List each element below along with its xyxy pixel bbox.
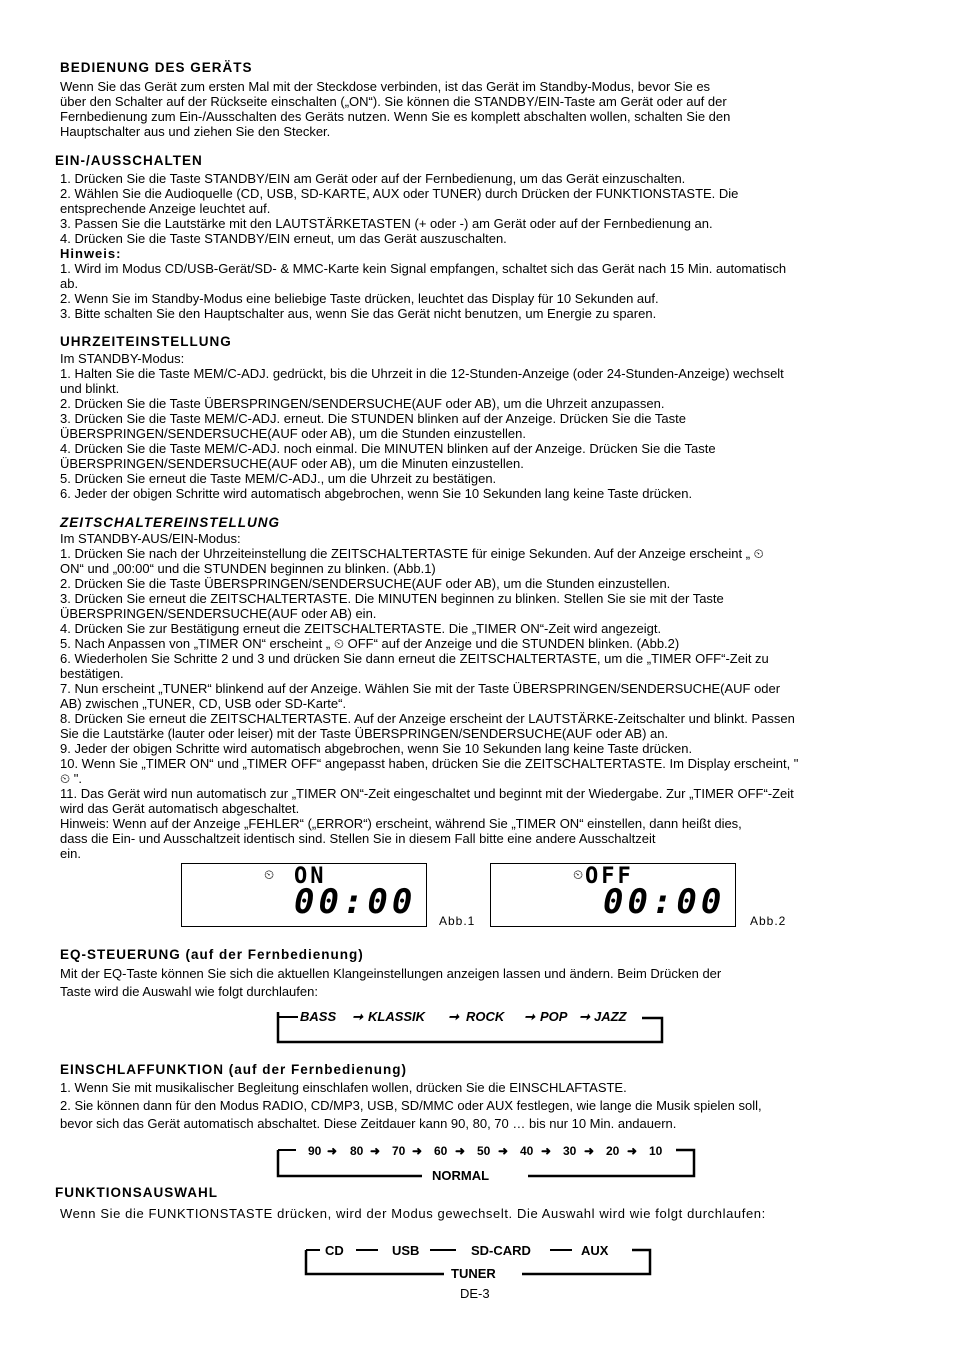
- heading-einschlaffunktion: EINSCHLAFFUNKTION (auf der Fernbedienung): [60, 1062, 407, 1077]
- text-line: 4. Drücken Sie die Taste STANDBY/EIN erneut, um das Gerät auszuschalten.: [60, 231, 507, 246]
- text-line: über den Schalter auf der Rückseite einschalten („ON“). Sie können die STANDBY/EIN-Taste am Gerät oder auf der: [60, 94, 727, 109]
- text-line: Hinweis: Wenn auf der Anzeige „FEHLER“ („ERROR“) erscheint, während Sie „TIMER ON“ einstellen, dann heißt dies,: [60, 816, 742, 831]
- text-line: 7. Nun erscheint „TUNER“ blinkend auf der Anzeige. Wählen Sie mit der Taste ÜBERSPRINGEN/SENDERSUCHE(AUF oder: [60, 681, 781, 696]
- text-line: 2. Sie können dann für den Modus RADIO, CD/MP3, USB, SD/MMC oder AUX festlegen, wie lange die Musik spielen soll,: [60, 1098, 762, 1113]
- lcd-time-text: 00:00: [294, 882, 417, 922]
- function-sdcard: SD-CARD: [471, 1243, 531, 1258]
- text-line: AB) zwischen „TUNER, CD, USB oder SD-Karte“.: [60, 696, 347, 711]
- text-line: bestätigen.: [60, 666, 124, 681]
- text-line: 1. Halten Sie die Taste MEM/C-ADJ. gedrückt, bis die Uhrzeit in die 12-Stunden-Anzeige (oder 24-Stunden-Anzeige) wechselt: [60, 366, 784, 381]
- lcd-top-text: ON: [294, 864, 327, 889]
- lcd-figure-1: [181, 863, 427, 927]
- arrow-glyph: ➜: [370, 1144, 381, 1158]
- section-eq-body: [60, 966, 721, 999]
- lcd-time-text: 00:00: [603, 882, 726, 922]
- section-bedienung-body: [60, 79, 730, 139]
- arrow-glyph: ➜: [327, 1144, 338, 1158]
- function-flow-diagram: [300, 1240, 656, 1284]
- eq-bass: BASS: [300, 1009, 337, 1024]
- text-line: 6. Jeder der obigen Schritte wird automatisch abgebrochen, wenn Sie 10 Sekunden lang keine Taste drücken.: [60, 486, 693, 501]
- arrow-glyph: ➜: [627, 1144, 638, 1158]
- sleep-normal: NORMAL: [432, 1168, 490, 1183]
- text-line: Im STANDBY-AUS/EIN-Modus:: [60, 531, 241, 546]
- text-line: ÜBERSPRINGEN/SENDERSUCHE(AUF oder AB) ein.: [60, 606, 377, 621]
- function-usb: USB: [392, 1243, 420, 1258]
- sleep-70: 70: [392, 1144, 406, 1158]
- text-line: 1. Wird im Modus CD/USB-Gerät/SD- & MMC-Karte kein Signal empfangen, schaltet sich das Gerät nach 15 Min. automatisch: [60, 261, 787, 276]
- text-line: ÜBERSPRINGEN/SENDERSUCHE(AUF oder AB), um die Stunden einzustellen.: [60, 426, 527, 441]
- text-line: 2. Drücken Sie die Taste ÜBERSPRINGEN/SENDERSUCHE(AUF oder AB), um die Stunden einzustellen.: [60, 576, 671, 591]
- text-line: ab.: [60, 276, 79, 291]
- heading-bedienung: BEDIENUNG DES GERÄTS: [60, 60, 253, 75]
- eq-klassik: KLASSIK: [368, 1009, 426, 1024]
- page-number: DE-3: [460, 1286, 490, 1301]
- text-line: Wenn Sie das Gerät zum ersten Mal mit der Steckdose verbinden, ist das Gerät im Standby-Modus, bevor Sie es: [60, 79, 711, 94]
- arrow-glyph: ➞: [352, 1009, 363, 1024]
- text-line: entsprechende Anzeige leuchtet auf.: [60, 201, 271, 216]
- function-aux: AUX: [581, 1243, 609, 1258]
- heading-funktionsauswahl: FUNKTIONSAUSWAHL: [55, 1185, 218, 1200]
- clock-icon: ⏲: [573, 867, 584, 882]
- arrow-glyph: ➜: [455, 1144, 466, 1158]
- text-line: ⏲ ".: [60, 771, 82, 786]
- eq-jazz: JAZZ: [594, 1009, 627, 1024]
- text-line: 5. Drücken Sie erneut die Taste MEM/C-ADJ., um die Uhrzeit zu bestätigen.: [60, 471, 497, 486]
- arrow-glyph: ➜: [541, 1144, 552, 1158]
- heading-uhrzeiteinstellung: UHRZEITEINSTELLUNG: [60, 334, 232, 349]
- arrow-glyph: ➞: [448, 1009, 459, 1024]
- text-line: wird das Gerät automatisch abgeschaltet.: [60, 801, 300, 816]
- arrow-glyph: ➜: [584, 1144, 595, 1158]
- text-line: 2. Wählen Sie die Audioquelle (CD, USB, SD-KARTE, AUX oder TUNER) durch Drücken der FUNKTIONSTASTE. Die: [60, 186, 739, 201]
- text-line: 11. Das Gerät wird nun automatisch zur „TIMER ON“-Zeit eingeschaltet und beginnt mit der Wiedergabe. Zur „TIMER OFF“-Zeit: [60, 786, 794, 801]
- text-line: 3. Passen Sie die Lautstärke mit den LAUTSTÄRKETASTEN (+ oder -) am Gerät oder auf der Fernbedienung an.: [60, 216, 713, 231]
- arrow-glyph: ➞: [524, 1009, 535, 1024]
- text-line: bevor sich das Gerät automatisch abschaltet. Diese Zeitdauer kann 90, 80, 70 … bis nur 10 Min. andauern.: [60, 1116, 677, 1131]
- section-einschlaf-body: [60, 1080, 762, 1131]
- sleep-50: 50: [477, 1144, 491, 1158]
- hinweis-label: Hinweis:: [60, 246, 122, 261]
- text-line: 4. Drücken Sie zur Bestätigung erneut die ZEITSCHALTERTASTE. Die „TIMER ON“-Zeit wird angezeigt.: [60, 621, 662, 636]
- sleep-30: 30: [563, 1144, 577, 1158]
- function-tuner: TUNER: [451, 1266, 496, 1281]
- eq-rock: ROCK: [466, 1009, 505, 1024]
- text-line: Fernbedienung zum Ein-/Ausschalten des Geräts nutzen. Wenn Sie es komplett abschalten wollen, schalten Sie den: [60, 109, 731, 124]
- clock-icon: ⏲: [264, 867, 275, 882]
- text-line: 1. Drücken Sie nach der Uhrzeiteinstellung die ZEITSCHALTERTASTE für einige Sekunden. Auf der Anzeige erscheint „ ⏲: [60, 546, 764, 561]
- sleep-90: 90: [308, 1144, 322, 1158]
- arrow-glyph: ➜: [412, 1144, 423, 1158]
- figure-caption-1: Abb.1: [439, 914, 476, 928]
- text-line: Wenn Sie die FUNKTIONSTASTE drücken, wird der Modus gewechselt. Die Auswahl wird wie folgt durchlaufen:: [60, 1206, 766, 1221]
- lcd-figure-2: [490, 863, 736, 927]
- sleep-flow-diagram: [272, 1140, 702, 1184]
- text-line: und blinkt.: [60, 381, 120, 396]
- sleep-60: 60: [434, 1144, 448, 1158]
- text-line: 2. Drücken Sie die Taste ÜBERSPRINGEN/SENDERSUCHE(AUF oder AB), um die Uhrzeit anzupassen.: [60, 396, 665, 411]
- text-line: Taste wird die Auswahl wie folgt durchlaufen:: [60, 984, 318, 999]
- eq-pop: POP: [540, 1009, 568, 1024]
- text-line: 1. Drücken Sie die Taste STANDBY/EIN am Gerät oder auf der Fernbedienung, um das Gerät einzuschalten.: [60, 171, 686, 186]
- heading-ein-ausschalten: EIN-/AUSSCHALTEN: [55, 153, 203, 168]
- text-line: 5. Nach Anpassen von „TIMER ON“ erscheint „ ⏲ OFF“ auf der Anzeige und die STUNDEN blinken. (Abb.2): [60, 636, 680, 651]
- text-line: 6. Wiederholen Sie Schritte 2 und 3 und drücken Sie dann erneut die ZEITSCHALTERTASTE, um die „TIMER OFF“-Zeit zu: [60, 651, 769, 666]
- sleep-40: 40: [520, 1144, 534, 1158]
- lcd-top-text: OFF: [585, 864, 634, 889]
- function-cd: CD: [325, 1243, 344, 1258]
- text-line: 4. Drücken Sie die Taste MEM/C-ADJ. noch einmal. Die MINUTEN blinken auf der Anzeige. Drücken Sie die Taste: [60, 441, 716, 456]
- text-line: 10. Wenn Sie „TIMER ON“ und „TIMER OFF“ angepasst haben, drücken Sie die ZEITSCHALTERTASTE. Im Display erscheint, ": [60, 756, 799, 771]
- sleep-20: 20: [606, 1144, 620, 1158]
- text-line: 8. Drücken Sie erneut die ZEITSCHALTERTASTE. Auf der Anzeige erscheint der LAUTSTÄRKE-Zeitschalter und blinkt. Passen: [60, 711, 795, 726]
- figure-caption-2: Abb.2: [750, 914, 787, 928]
- eq-flow-diagram: [270, 1004, 670, 1048]
- section-uhrzeit-body: [60, 351, 784, 501]
- text-line: 1. Wenn Sie mit musikalischer Begleitung einschlafen wollen, drücken Sie die EINSCHLAFTASTE.: [60, 1080, 627, 1095]
- text-line: 3. Bitte schalten Sie den Hauptschalter aus, wenn Sie das Gerät nicht benutzen, um Energie zu sparen.: [60, 306, 657, 321]
- heading-eq-steuerung: EQ-STEUERUNG (auf der Fernbedienung): [60, 947, 364, 962]
- text-line: 3. Drücken Sie erneut die ZEITSCHALTERTASTE. Die MINUTEN beginnen zu blinken. Stellen Sie sie mit der Taste: [60, 591, 724, 606]
- text-line: ein.: [60, 846, 81, 861]
- text-line: ON“ und „00:00“ und die STUNDEN beginnen zu blinken. (Abb.1): [60, 561, 436, 576]
- section-zeitschalter-body: [60, 531, 798, 861]
- arrow-glyph: ➜: [498, 1144, 509, 1158]
- text-line: 3. Drücken Sie die Taste MEM/C-ADJ. erneut. Die STUNDEN blinken auf der Anzeige. Drücken Sie die Taste: [60, 411, 686, 426]
- sleep-80: 80: [350, 1144, 364, 1158]
- text-line: Hauptschalter aus und ziehen Sie den Stecker.: [60, 124, 331, 139]
- sleep-10: 10: [649, 1144, 663, 1158]
- text-line: 2. Wenn Sie im Standby-Modus eine beliebige Taste drücken, leuchtet das Display für 10 Sekunden auf.: [60, 291, 659, 306]
- section-ein-ausschalten-body: [60, 171, 786, 321]
- text-line: 9. Jeder der obigen Schritte wird automatisch abgebrochen, wenn Sie 10 Sekunden lang keine Taste drücken.: [60, 741, 693, 756]
- text-line: ÜBERSPRINGEN/SENDERSUCHE(AUF oder AB), um die Minuten einzustellen.: [60, 456, 524, 471]
- text-line: dass die Ein- und Ausschaltzeit identisch sind. Stellen Sie in diesem Fall bitte eine andere Ausschaltzeit: [60, 831, 656, 846]
- text-line: Sie die Lautstärke (lauter oder leiser) mit der Taste ÜBERSPRINGEN/SENDERSUCHE(AUF oder AB) an.: [60, 726, 669, 741]
- section-funktion-body: [60, 1206, 766, 1221]
- text-line: Im STANDBY-Modus:: [60, 351, 185, 366]
- heading-zeitschaltereinstellung: ZEITSCHALTEREINSTELLUNG: [60, 515, 280, 530]
- arrow-glyph: ➞: [579, 1009, 590, 1024]
- text-line: Mit der EQ-Taste können Sie sich die aktuellen Klangeinstellungen anzeigen lassen und ändern. Beim Drücken der: [60, 966, 722, 981]
